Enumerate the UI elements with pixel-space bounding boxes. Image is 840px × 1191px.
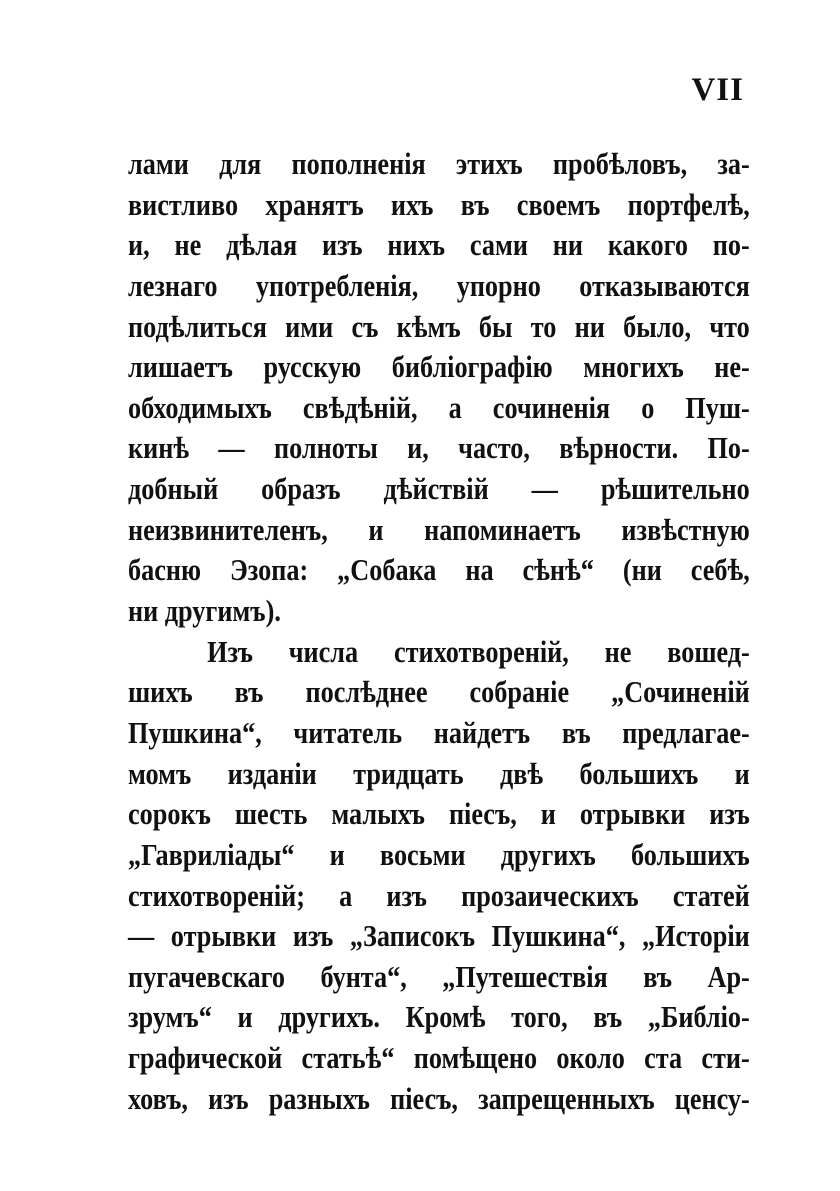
text-line: пугачевскаго бунта“, „Путешествія въ Ар- <box>128 959 750 994</box>
text-line: „Гавриліады“ и восьми другихъ большихъ <box>128 837 750 872</box>
text-line: стихотвореній; а изъ прозаическихъ статей <box>128 878 750 913</box>
text-line: лами для пополненія этихъ пробѣловъ, за- <box>128 147 750 181</box>
text-line: зрумъ“ и другихъ. Кромѣ того, въ „Библіо- <box>128 1000 750 1035</box>
page-number: VII <box>691 72 744 108</box>
body-text <box>128 144 750 1119</box>
text-line: кинѣ — полноты и, часто, вѣрности. По- <box>128 431 750 466</box>
text-line: ховъ, изъ разныхъ піесъ, запрещенныхъ ценсу- <box>128 1081 750 1116</box>
paragraph-start-line: Изъ числа стихотвореній, не вошед- <box>207 634 750 669</box>
text-line: — отрывки изъ „Записокъ Пушкина“, „Исторіи <box>128 919 750 954</box>
text-line: сорокъ шесть малыхъ піесъ, и отрывки изъ <box>128 797 750 832</box>
text-line: вистливо хранятъ ихъ въ своемъ портфелѣ, <box>128 187 750 222</box>
text-line: Пушкина“, читатель найдетъ въ предлагае- <box>128 715 750 750</box>
text-line: неизвинителенъ, и напоминаетъ извѣстную <box>128 512 750 547</box>
text-line: и, не дѣлая изъ нихъ сами ни какого по- <box>128 228 750 263</box>
text-line: момъ изданіи тридцать двѣ большихъ и <box>128 756 750 791</box>
paragraph-end-line: ни другимъ). <box>128 594 281 629</box>
text-line: графической статьѣ“ помѣщено около ста сти- <box>128 1041 750 1076</box>
text-line: лезнаго употребленія, упорно отказываются <box>128 268 750 303</box>
text-line: обходимыхъ свѣдѣній, а сочиненія о Пуш- <box>128 390 750 425</box>
text-line: лишаетъ русскую библіографію многихъ не- <box>128 350 750 385</box>
text-line: шихъ въ послѣднее собраніе „Сочиненій <box>128 675 750 710</box>
text-line: басню Эзопа: „Собака на сѣнѣ“ (ни себѣ, <box>128 553 750 588</box>
text-line: подѣлиться ими съ кѣмъ бы то ни было, что <box>128 309 750 344</box>
text-line: добный образъ дѣйствій — рѣшительно <box>128 472 750 507</box>
